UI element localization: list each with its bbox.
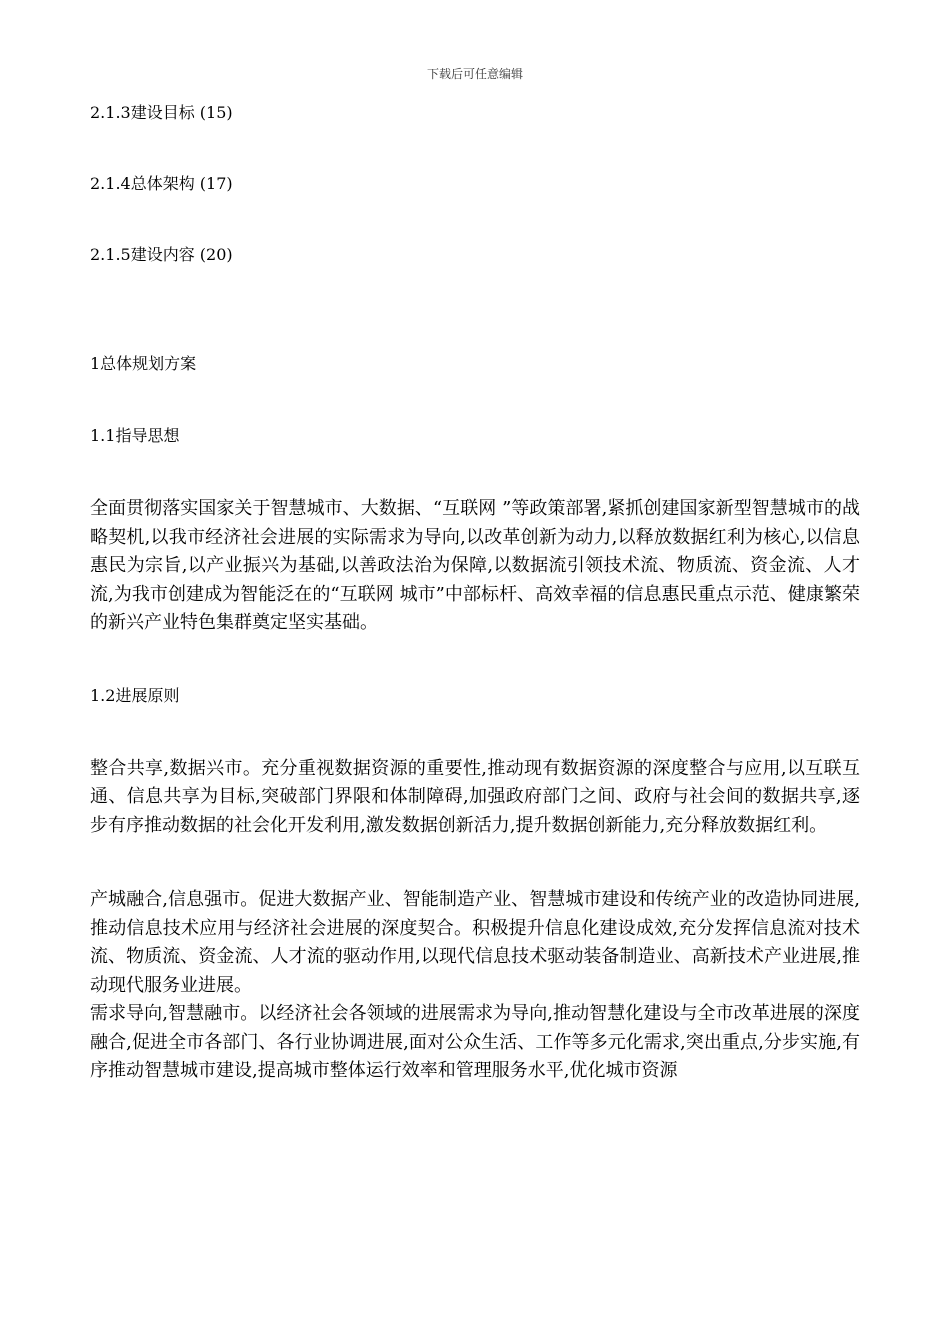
toc-item-2-1-5[interactable]: 2.1.5建设内容 (20) <box>90 245 233 264</box>
guide-paragraph: 全面贯彻落实国家关于智慧城市、大数据、“互联网 ”等政策部署,紧抓创建国家新型智慧城市的战略契机,以我市经济社会进展的实际需求为导向,以改革创新为动力,以释放数据红利为核心,以信息惠民为宗旨,以产业振兴为基础,以善政法治为保障,以数据流引领技术流、物质流、资金流、人才流,为我市创建成为智能泛在的“互联网 城市”中部标杆、高效幸福的信息惠民重点示范、健康繁荣的新兴产业特色集群奠定坚实基础。 <box>90 498 860 633</box>
toc-item-2-1-4[interactable]: 2.1.4总体架构 (17) <box>90 174 233 193</box>
toc-item-2-1-3[interactable]: 2.1.3建设目标 (15) <box>90 103 233 122</box>
table-of-contents <box>90 100 870 313</box>
main-content <box>90 351 860 1086</box>
guide-heading: 1.1指导思想 <box>90 426 180 445</box>
page-header: 下载后可任意编辑 <box>426 67 523 81</box>
principle-paragraph-industry: 产城融合,信息强市。促进大数据产业、智能制造产业、智慧城市建设和传统产业的改造协同进展,推动信息技术应用与经济社会进展的深度契合。积极提升信息化建设成效,充分发挥信息流对技术流、物质流、资金流、人才流的驱动作用,以现代信息技术驱动装备制造业、高新技术产业进展,推动现代服务业进展。 <box>90 889 860 996</box>
principle-paragraph-demand: 需求导向,智慧融市。以经济社会各领域的进展需求为导向,推动智慧化建设与全市改革进展的深度融合,促进全市各部门、各行业协调进展,面对公众生活、工作等多元化需求,突出重点,分步实施,有序推动智慧城市建设,提高城市整体运行效率和管理服务水平,优化城市资源 <box>90 1003 860 1081</box>
principle-paragraph-data: 整合共享,数据兴市。充分重视数据资源的重要性,推动现有数据资源的深度整合与应用,以互联互通、信息共享为目标,突破部门界限和体制障碍,加强政府部门之间、政府与社会间的数据共享,逐步有序推动数据的社会化开发利用,激发数据创新活力,提升数据创新能力,充分释放数据红利。 <box>90 757 860 836</box>
section-title: 1总体规划方案 <box>90 354 197 373</box>
principles-heading: 1.2进展原则 <box>90 685 180 705</box>
